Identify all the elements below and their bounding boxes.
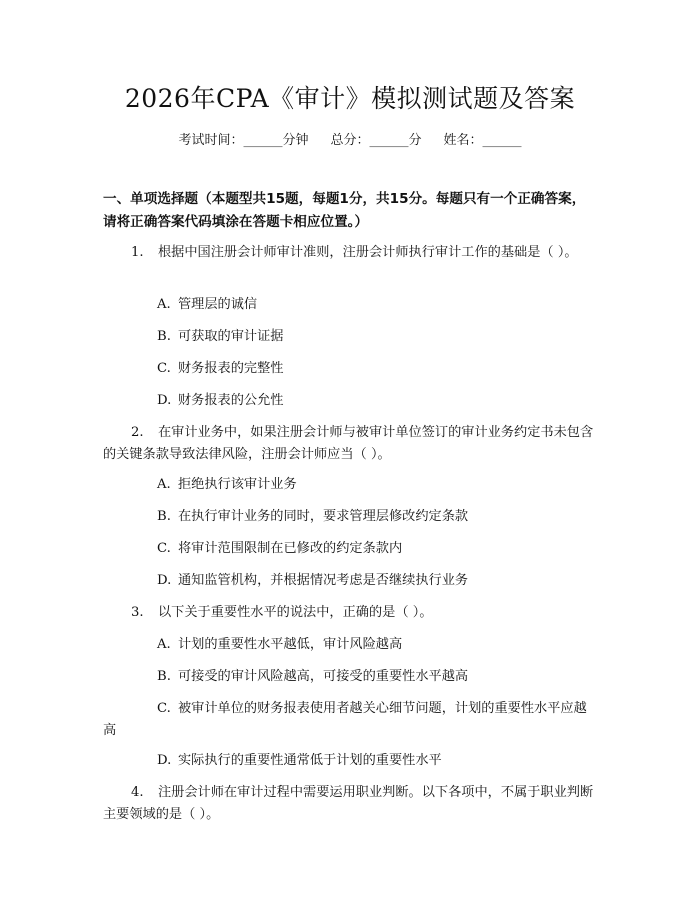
question-4 — [103, 782, 595, 826]
option-1d — [157, 390, 597, 412]
option-text: 被审计单位的财务报表使用者越关心细节问题，计划的重要性水平应越高 — [103, 701, 587, 738]
exam-name: 姓名：______ — [443, 133, 522, 148]
option-letter: A. — [157, 477, 171, 492]
question-stem: 以下关于重要性水平的说法中，正确的是（ ）。 — [158, 605, 433, 620]
exam-total-score: 总分：______分 — [330, 133, 422, 148]
option-3c — [103, 698, 595, 742]
question-number: 4. — [131, 785, 144, 800]
question-number: 2. — [131, 425, 144, 440]
question-stem: 注册会计师在审计过程中需要运用职业判断。以下各项中，不属于职业判断主要领域的是（ ）。 — [103, 785, 594, 822]
question-number: 3. — [131, 605, 144, 620]
question-2 — [103, 422, 595, 466]
section-heading: 一、单项选择题（本题型共15题，每题1分，共15分。每题只有一个正确答案，请将正确答案代码填涂在答题卡相应位置。） — [103, 191, 586, 230]
option-letter: D. — [157, 573, 172, 588]
option-text: 财务报表的公允性 — [178, 393, 284, 408]
option-3a — [157, 634, 597, 656]
option-letter: C. — [157, 701, 171, 716]
option-text: 可获取的审计证据 — [178, 329, 284, 344]
option-letter: D. — [157, 393, 172, 408]
exam-info — [0, 131, 700, 151]
option-letter: C. — [157, 541, 171, 556]
option-2d — [157, 570, 597, 592]
option-3b — [157, 666, 597, 688]
question-number: 1. — [131, 245, 144, 260]
option-1a — [157, 294, 597, 316]
option-letter: B. — [157, 669, 171, 684]
option-text: 计划的重要性水平越低，审计风险越高 — [178, 637, 403, 652]
option-2c — [157, 538, 597, 560]
document-title: 2026年CPA《审计》模拟测试题及答案 — [124, 84, 576, 113]
option-text: 管理层的诚信 — [178, 297, 258, 312]
option-text: 通知监管机构，并根据情况考虑是否继续执行业务 — [178, 573, 469, 588]
option-letter: B. — [157, 329, 171, 344]
option-letter: C. — [157, 361, 171, 376]
option-letter: D. — [157, 753, 172, 768]
option-text: 财务报表的完整性 — [178, 361, 284, 376]
question-stem: 根据中国注册会计师审计准则，注册会计师执行审计工作的基础是（ ）。 — [158, 245, 578, 260]
question-1 — [103, 242, 595, 264]
exam-time: 考试时间：______分钟 — [178, 133, 309, 148]
question-stem: 在审计业务中，如果注册会计师与被审计单位签订的审计业务约定书未包含的关键条款导致法律风险，注册会计师应当（ ）。 — [103, 425, 594, 462]
option-2b — [157, 506, 597, 528]
option-letter: A. — [157, 637, 171, 652]
option-text: 拒绝执行该审计业务 — [178, 477, 297, 492]
option-3d — [157, 750, 597, 772]
option-1c — [157, 358, 597, 380]
option-text: 可接受的审计风险越高，可接受的重要性水平越高 — [178, 669, 469, 684]
option-letter: B. — [157, 509, 171, 524]
option-text: 将审计范围限制在已修改的约定条款内 — [178, 541, 403, 556]
option-1b — [157, 326, 597, 348]
option-2a — [157, 474, 597, 496]
option-letter: A. — [157, 297, 171, 312]
option-text: 在执行审计业务的同时，要求管理层修改约定条款 — [178, 509, 469, 524]
option-text: 实际执行的重要性通常低于计划的重要性水平 — [178, 753, 442, 768]
question-3 — [103, 602, 595, 624]
